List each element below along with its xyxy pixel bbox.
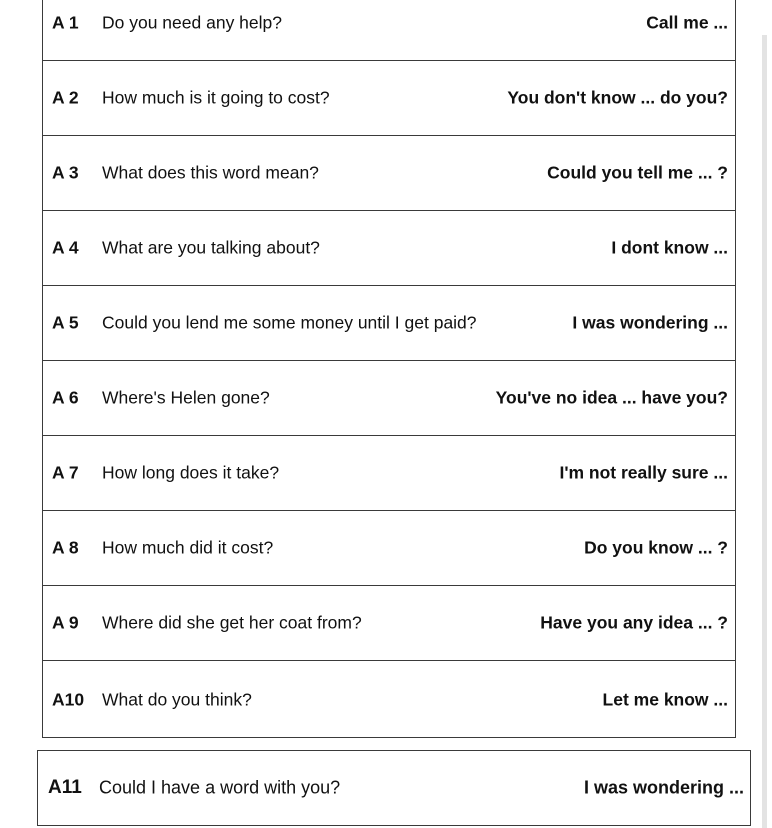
card-row-a4 bbox=[43, 211, 735, 286]
card-row-a11 bbox=[37, 750, 751, 826]
card-question: How much did it cost? bbox=[102, 537, 274, 558]
card-label: A 8 bbox=[52, 537, 79, 558]
card-row-a1 bbox=[43, 0, 735, 61]
card-question: What does this word mean? bbox=[102, 162, 319, 183]
card-prompt: You don't know ... do you? bbox=[507, 87, 728, 108]
card-row-a10 bbox=[43, 661, 735, 738]
card-prompt: I dont know ... bbox=[611, 237, 728, 258]
card-prompt: You've no idea ... have you? bbox=[495, 387, 728, 408]
card-label: A 1 bbox=[52, 12, 79, 33]
card-label: A 2 bbox=[52, 87, 79, 108]
card-row-a6 bbox=[43, 361, 735, 436]
card-question: Could I have a word with you? bbox=[99, 777, 341, 798]
card-label: A 5 bbox=[52, 312, 79, 333]
card-label: A 4 bbox=[52, 237, 79, 258]
card-question: Where's Helen gone? bbox=[102, 387, 270, 408]
card-row-a7 bbox=[43, 436, 735, 511]
card-row-a3 bbox=[43, 136, 735, 211]
card-question: Do you need any help? bbox=[102, 12, 282, 33]
card-label: A 3 bbox=[52, 162, 79, 183]
card-row-a9 bbox=[43, 586, 735, 661]
vertical-scrollbar[interactable] bbox=[762, 35, 767, 828]
card-question: What are you talking about? bbox=[102, 237, 320, 258]
card-prompt: I'm not really sure ... bbox=[559, 462, 728, 483]
card-label: A 9 bbox=[52, 612, 79, 633]
card-row-a5 bbox=[43, 286, 735, 361]
card-prompt: I was wondering ... bbox=[583, 777, 744, 798]
card-prompt: Let me know ... bbox=[602, 689, 728, 709]
card-row-a2 bbox=[43, 61, 735, 136]
card-row-a8 bbox=[43, 511, 735, 586]
card-prompt: Have you any idea ... ? bbox=[540, 612, 728, 633]
card-prompt: Do you know ... ? bbox=[584, 537, 728, 558]
card-question: Could you lend me some money until I get paid? bbox=[102, 312, 477, 333]
card-label: A 6 bbox=[52, 387, 79, 408]
card-label: A10 bbox=[52, 689, 85, 709]
cards-table bbox=[42, 0, 736, 738]
card-prompt: Could you tell me ... ? bbox=[547, 162, 728, 183]
card-label: A11 bbox=[48, 777, 82, 798]
card-prompt: Call me ... bbox=[646, 12, 728, 33]
card-question: Where did she get her coat from? bbox=[102, 612, 362, 633]
card-label: A 7 bbox=[52, 462, 79, 483]
card-prompt: I was wondering ... bbox=[572, 312, 728, 333]
card-question: What do you think? bbox=[102, 689, 252, 709]
card-question: How much is it going to cost? bbox=[102, 87, 330, 108]
card-question: How long does it take? bbox=[102, 462, 280, 483]
